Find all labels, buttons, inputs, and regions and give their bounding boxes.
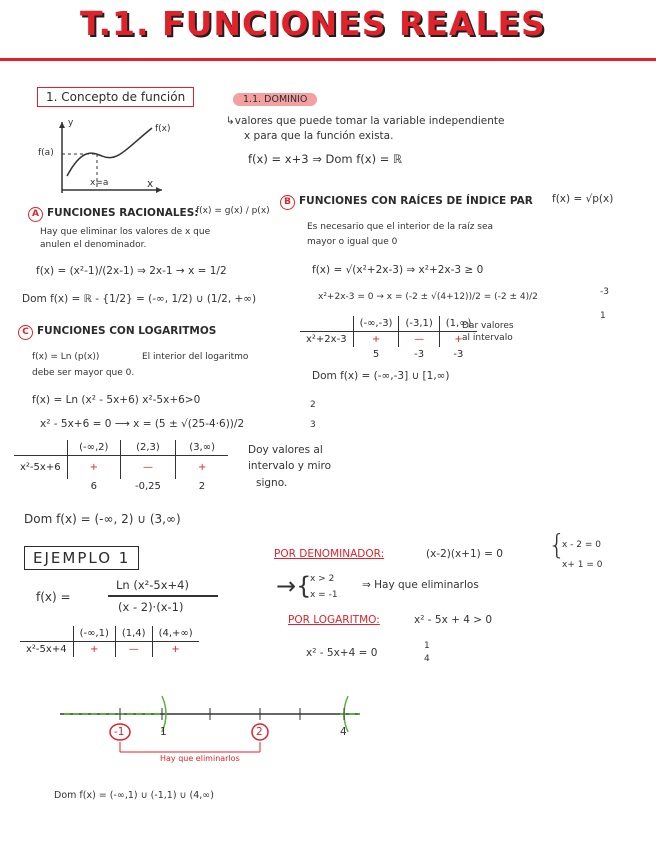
arrow-brace: →{ (276, 572, 312, 600)
dominio-line1: ↳valores que puede tomar la variable independiente (226, 115, 505, 127)
dominio-pill: 1.1. DOMINIO (233, 93, 317, 106)
den-sol1: x > 2 (310, 574, 335, 584)
c-sign-1: + (67, 456, 120, 480)
b-sign-2: — (399, 332, 439, 348)
e-sign-2: — (115, 642, 152, 658)
section-b-text2: mayor o igual que 0 (307, 237, 398, 247)
e-sign-1: + (73, 642, 115, 658)
log-root2: 4 (424, 654, 430, 664)
log-root1: 1 (424, 641, 430, 651)
dominio-example: f(x) = x+3 ⇒ Dom f(x) = ℝ (248, 152, 403, 166)
page-title: T.1. FUNCIONES REALES (80, 4, 546, 43)
section-a-letter: A (28, 207, 43, 222)
graph-fx-label: f(x) (155, 124, 171, 134)
b-test-2: -3 (414, 349, 425, 360)
section-a-title: FUNCIONES RACIONALES: (47, 207, 199, 219)
e-header-2: (1,4) (115, 626, 152, 642)
section-b-header (280, 195, 533, 210)
brace-right: { (548, 528, 566, 561)
section-b-letter: B (280, 195, 295, 210)
section-b-formula: f(x) = √p(x) (552, 193, 614, 205)
graph-x-label: x (147, 178, 154, 190)
ejemplo-sign-table (20, 626, 199, 657)
number-line (60, 690, 390, 760)
ejemplo-denominator: (x - 2)·(x-1) (118, 600, 184, 614)
b-row-label: x²+2x-3 (306, 334, 347, 345)
section-c-text2: debe ser mayor que 0. (32, 368, 135, 378)
b-header-1: (-∞,-3) (353, 316, 399, 332)
concepto-funcion-box: 1. Concepto de función (37, 87, 194, 107)
log-solve: x² - 5x+4 = 0 (306, 647, 378, 659)
b-sign-3: + (439, 332, 477, 348)
section-b-text1: Es necesario que el interior de la raíz sea (307, 222, 494, 232)
b-header-2: (-3,1) (399, 316, 439, 332)
ejemplo-fraction-bar (108, 595, 218, 597)
c-sign-2: — (120, 456, 175, 480)
por-logaritmo-label: POR LOGARITMO: (288, 614, 380, 626)
ejemplo-box: EJEMPLO 1 (24, 546, 139, 570)
ejemplo-dom: Dom f(x) = (-∞,1) ∪ (-1,1) ∪ (4,∞) (54, 790, 214, 801)
title-divider (0, 58, 656, 61)
eliminate-text: ⇒ Hay que eliminarlos (362, 579, 479, 591)
graph-y-label: y (68, 118, 74, 128)
section-c-example: f(x) = Ln (x² - 5x+6) x²-5x+6>0 (32, 394, 201, 406)
c-test-1: 6 (90, 481, 97, 492)
section-a-header (28, 207, 199, 222)
section-c-letter: C (18, 325, 33, 340)
b-test-3: -3 (453, 349, 464, 360)
hay-que-eliminarlos: Hay que eliminarlos (160, 754, 240, 763)
den-eq1: x - 2 = 0 (562, 540, 602, 550)
c-sign-3: + (175, 456, 228, 480)
e-row-label: x²-5x+4 (26, 644, 67, 655)
c-header-2: (2,3) (120, 440, 175, 456)
den-sol2: x = -1 (310, 590, 338, 600)
numberline-label-4: 4 (340, 726, 347, 738)
section-a-example: f(x) = (x²-1)/(2x-1) ⇒ 2x-1 → x = 1/2 (36, 265, 227, 277)
section-b-note2: al intervalo (462, 333, 513, 343)
graph-xa-label: x=a (90, 178, 109, 188)
e-sign-3: + (152, 642, 199, 658)
section-a-text2: anulen el denominador. (40, 240, 147, 250)
b-header-3: (1,∞) (439, 316, 477, 332)
section-c-sign-table (14, 440, 228, 494)
section-a-text1: Hay que eliminar los valores de x que (40, 227, 211, 237)
section-c-root2: 3 (310, 420, 316, 430)
c-test-3: 2 (198, 481, 206, 492)
section-b-example: f(x) = √(x²+2x-3) ⇒ x²+2x-3 ≥ 0 (312, 264, 484, 276)
ejemplo-numerator: Ln (x²-5x+4) (116, 578, 189, 592)
section-b-root1: -3 (600, 287, 609, 297)
e-header-3: (4,+∞) (152, 626, 199, 642)
section-a-formula: f(x) = g(x) / p(x) (196, 206, 270, 216)
dominio-line2: x para que la función exista. (244, 130, 394, 142)
section-b-title: FUNCIONES CON RAÍCES DE ÍNDICE PAR (299, 195, 533, 207)
c-header-1: (-∞,2) (67, 440, 120, 456)
section-b-note1: Dar valores (462, 321, 514, 331)
c-test-2: -0,25 (135, 481, 161, 492)
b-sign-1: + (353, 332, 399, 348)
graph-fa-label: f(a) (38, 148, 54, 158)
por-denominador-eq: (x-2)(x+1) = 0 (426, 548, 503, 560)
section-c-formula: f(x) = Ln (p(x)) (32, 352, 100, 362)
section-c-note3: signo. (256, 477, 288, 489)
numberline-label-1: 1 (160, 726, 167, 738)
section-c-note1: Doy valores al (248, 444, 323, 456)
section-b-dom: Dom f(x) = (-∞,-3] ∪ [1,∞) (312, 370, 450, 382)
c-row-label: x²-5x+6 (20, 462, 61, 473)
section-c-text1: El interior del logaritmo (142, 352, 249, 362)
section-a-dom: Dom f(x) = ℝ - {1/2} = (-∞, 1/2) ∪ (1/2, +∞) (22, 293, 257, 305)
section-c-root1: 2 (310, 400, 316, 410)
c-header-3: (3,∞) (175, 440, 228, 456)
section-c-title: FUNCIONES CON LOGARITMOS (37, 325, 217, 337)
section-c-header (18, 325, 216, 340)
numberline-label-2: 2 (256, 726, 263, 738)
por-logaritmo-eq: x² - 5x + 4 > 0 (414, 614, 493, 626)
den-eq2: x+ 1 = 0 (562, 560, 603, 570)
e-header-1: (-∞,1) (73, 626, 115, 642)
section-b-sign-table (300, 316, 477, 362)
section-b-root2: 1 (600, 311, 606, 321)
section-b-solve: x²+2x-3 = 0 → x = (-2 ± √(4+12))/2 = (-2 ± 4)/2 (318, 292, 538, 302)
ejemplo-fx: f(x) = (36, 590, 71, 604)
section-c-note2: intervalo y miro (248, 460, 332, 472)
section-c-dom: Dom f(x) = (-∞, 2) ∪ (3,∞) (24, 512, 181, 526)
b-test-1: 5 (372, 349, 380, 360)
por-denominador-label: POR DENOMINADOR: (274, 548, 385, 560)
section-c-solve: x² - 5x+6 = 0 ⟶ x = (5 ± √(25-4·6))/2 (40, 418, 245, 430)
numberline-label-neg1: -1 (114, 726, 125, 738)
